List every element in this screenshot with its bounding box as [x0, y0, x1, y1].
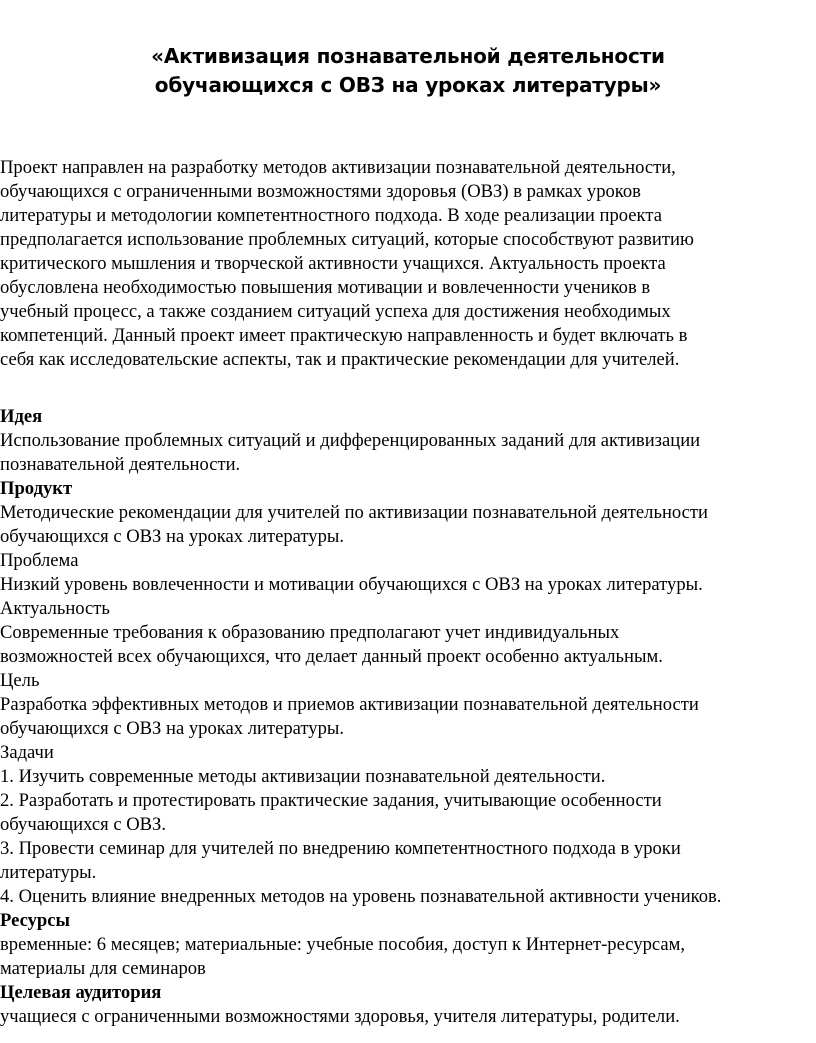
task-line: 3. Провести семинар для учителей по внедрению компетентностного подхода в уроки: [0, 838, 681, 859]
intro-line: Проект направлен на разработку методов активизации познавательной деятельности,: [0, 157, 676, 178]
section-tasks: [0, 741, 812, 909]
section-heading: Задачи: [0, 742, 54, 763]
document-title: [0, 42, 816, 100]
section-goal: [0, 669, 812, 741]
task-line: обучающихся с ОВЗ.: [0, 814, 167, 835]
intro-paragraph: [0, 156, 812, 372]
section-text: обучающихся с ОВЗ на уроках литературы.: [0, 718, 345, 739]
title-line: «Активизация познавательной деятельности: [151, 44, 665, 68]
intro-line: критического мышления и творческой активности учащихся. Актуальность проекта: [0, 253, 666, 274]
section-text: обучающихся с ОВЗ на уроках литературы.: [0, 526, 345, 547]
section-text: материалы для семинаров: [0, 958, 206, 979]
section-heading: Целевая аудитория: [0, 982, 162, 1003]
document-body: [0, 156, 812, 1029]
intro-line: обусловлена необходимостью повышения мотивации и вовлеченности учеников в: [0, 277, 651, 298]
title-line: обучающихся с ОВЗ на уроках литературы»: [154, 73, 662, 97]
task-line: литературы.: [0, 862, 97, 883]
section-heading: Продукт: [0, 478, 73, 499]
section-text: Использование проблемных ситуаций и дифференцированных заданий для активизации: [0, 430, 701, 451]
section-heading: Проблема: [0, 550, 79, 571]
intro-line: компетенций. Данный проект имеет практическую направленность и будет включать в: [0, 325, 688, 346]
intro-line: себя как исследовательские аспекты, так и практические рекомендации для учителей.: [0, 349, 680, 370]
section-product: [0, 477, 812, 549]
section-heading: Идея: [0, 406, 43, 427]
section-heading: Актуальность: [0, 598, 110, 619]
section-text: Низкий уровень вовлеченности и мотивации обучающихся с ОВЗ на уроках литературы.: [0, 574, 703, 595]
task-line: 4. Оценить влияние внедренных методов на уровень познавательной активности учеников.: [0, 886, 722, 907]
section-text: Методические рекомендации для учителей по активизации познавательной деятельности: [0, 502, 708, 523]
section-relevance: [0, 597, 812, 669]
section-heading: Ресурсы: [0, 910, 71, 931]
section-text: познавательной деятельности.: [0, 454, 241, 475]
intro-line: предполагается использование проблемных ситуаций, которые способствуют развитию: [0, 229, 694, 250]
task-line: 2. Разработать и протестировать практические задания, учитывающие особенности: [0, 790, 662, 811]
section-text: учащиеся с ограниченными возможностями здоровья, учителя литературы, родители.: [0, 1006, 680, 1027]
section-resources: [0, 909, 812, 981]
section-problem: [0, 549, 812, 597]
section-heading: Цель: [0, 670, 40, 691]
section-text: возможностей всех обучающихся, что делает данный проект особенно актуальным.: [0, 646, 663, 667]
section-text: Современные требования к образованию предполагают учет индивидуальных: [0, 622, 620, 643]
section-text: Разработка эффективных методов и приемов активизации познавательной деятельности: [0, 694, 699, 715]
task-line: 1. Изучить современные методы активизации познавательной деятельности.: [0, 766, 606, 787]
intro-line: литературы и методологии компетентностного подхода. В ходе реализации проекта: [0, 205, 662, 226]
intro-line: обучающихся с ограниченными возможностями здоровья (ОВЗ) в рамках уроков: [0, 181, 641, 202]
section-audience: [0, 981, 812, 1029]
section-idea: [0, 405, 812, 477]
intro-line: учебный процесс, а также созданием ситуаций успеха для достижения необходимых: [0, 301, 671, 322]
paragraph-spacer: [0, 372, 812, 405]
section-text: временные: 6 месяцев; материальные: учебные пособия, доступ к Интернет-ресурсам,: [0, 934, 686, 955]
